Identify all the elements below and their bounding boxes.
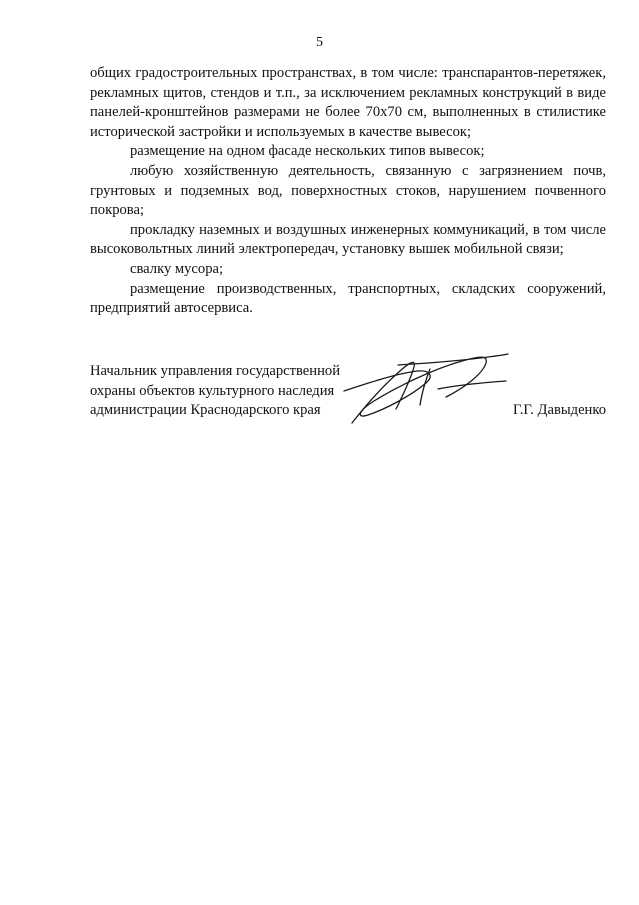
- document-body: [90, 64, 606, 319]
- signer-title-line: Начальник управления государственной: [90, 363, 341, 379]
- signer-title: [90, 362, 370, 421]
- paragraph-advertising-exception: общих градостроительных пространствах, в том числе: транспарантов-перетяжек, рекламных щитов, стендов и т.п., за исключением рекламных конструкций в виде панелей-кронштейнов размерами не более 70х70 см, выполненных в стилистике исторической застройки и используемых в качестве вывесок;: [90, 65, 606, 140]
- page-number: 5: [316, 35, 323, 50]
- signer-title-line: администрации Краснодарского края: [90, 402, 321, 419]
- signer-name: Г.Г. Давыденко: [512, 402, 606, 418]
- paragraph-signs-on-facade: размещение на одном фасаде нескольких типов вывесок;: [130, 143, 485, 160]
- handwritten-signature: [338, 343, 518, 428]
- paragraph-utility-lines: прокладку наземных и воздушных инженерных коммуникаций, в том числе высоковольтных линий электропередач, установку вышек мобильной связи;: [90, 221, 606, 258]
- paragraph-garbage-dump: свалку мусора;: [130, 260, 224, 277]
- paragraph-industrial-facilities: размещение производственных, транспортных, складских сооружений, предприятий автосервиса.: [90, 280, 606, 317]
- paragraph-economic-activity: любую хозяйственную деятельность, связанную с загрязнением почв, грунтовых и подземных вод, поверхностных стоков, нарушением почвенного покрова;: [90, 162, 606, 219]
- signer-title-line: охраны объектов культурного наследия: [90, 382, 335, 399]
